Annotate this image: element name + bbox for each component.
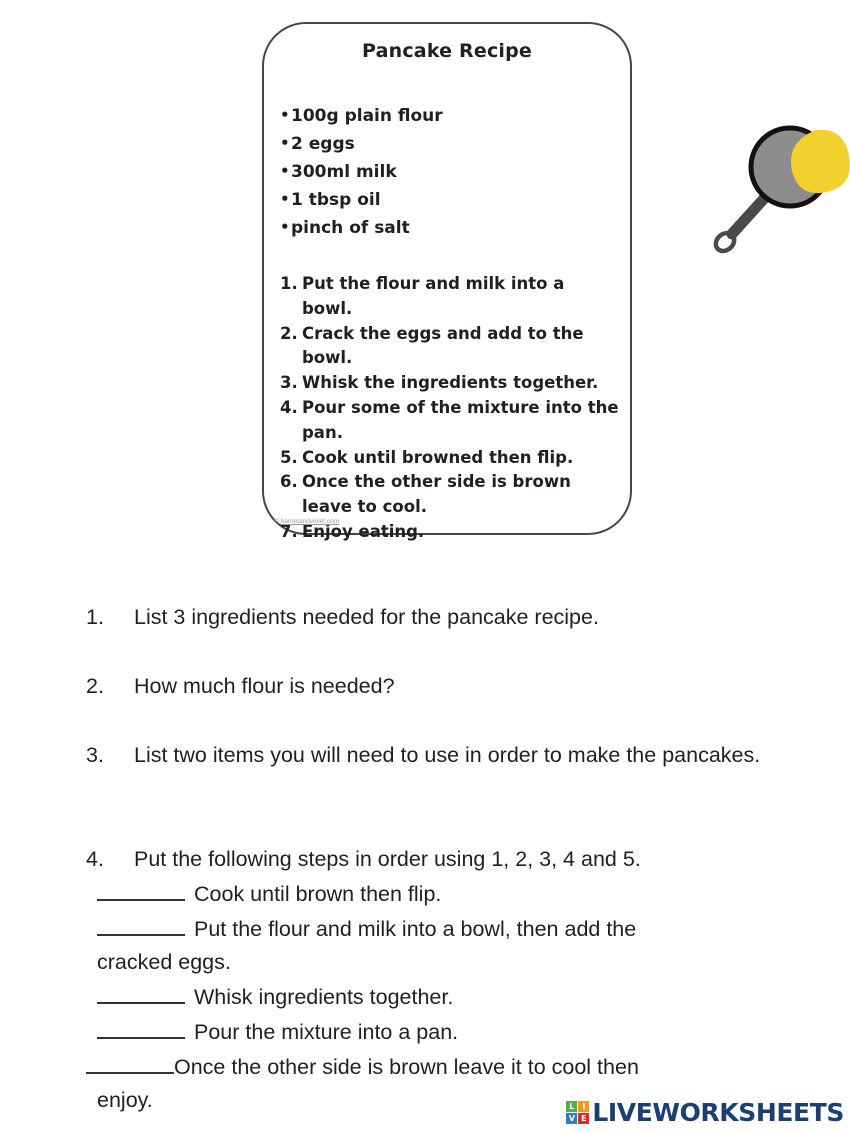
method-step — [280, 446, 620, 471]
method-step — [280, 396, 620, 446]
ingredient-item: • 300ml milk — [280, 158, 480, 186]
method-step-text: Pour some of the mixture into the pan. — [302, 397, 619, 442]
question-number: 2. — [86, 674, 104, 698]
ingredient-item: • 100g plain flour — [280, 102, 480, 130]
credit-source-link: harrietandviolet.com — [280, 518, 340, 525]
method-step-number: 4. — [280, 397, 298, 417]
logo-tile-l: L — [566, 1101, 577, 1112]
ordering-item-text: Once the other side is brown leave it to cool then — [174, 1055, 639, 1079]
ordering-question — [86, 843, 806, 1117]
ordering-item — [86, 979, 806, 1014]
ordering-prompt — [86, 843, 806, 876]
method-step-text: Cook until browned then flip. — [302, 447, 574, 467]
ordering-prompt-text: Put the following steps in order using 1, 2, 3, 4 and 5. — [134, 847, 641, 871]
ingredient-item: • pinch of salt — [280, 214, 480, 242]
recipe-card — [262, 22, 632, 541]
method-step-number: 1. — [280, 274, 298, 293]
ingredient-item: • 1 tbsp oil — [280, 186, 480, 214]
method-step-number: 6. — [280, 472, 298, 492]
method-step-number: 2. — [280, 323, 298, 343]
ordering-item — [86, 1014, 806, 1049]
method-step-text: Once the other side is brown leave to cool. — [302, 472, 571, 517]
ingredient-item: • 2 eggs — [280, 130, 480, 158]
method-step-number: 3. — [280, 373, 298, 393]
ordering-item-text: Pour the mixture into a pan. — [194, 1020, 459, 1044]
frying-pan-icon — [704, 116, 850, 256]
ordering-item — [86, 911, 806, 946]
liveworksheets-tile-mark — [566, 1101, 589, 1124]
logo-tile-e: E — [578, 1113, 589, 1124]
recipe-method-list — [280, 272, 620, 545]
method-step-text: Whisk the ingredients together. — [302, 373, 599, 393]
logo-tile-v: V — [566, 1113, 577, 1124]
ordering-item-continuation: cracked eggs. — [97, 950, 231, 974]
copyright-symbol: © — [274, 518, 279, 525]
question-number: 4. — [86, 847, 104, 871]
question-item — [86, 600, 786, 634]
question-item — [86, 738, 786, 772]
method-step-text: Put the flour and milk into a bowl. — [302, 274, 565, 318]
ordering-item-text: Put the flour and milk into a bowl, then add the — [194, 917, 637, 941]
answer-blank-1[interactable] — [97, 876, 185, 901]
recipe-card-title: Pancake Recipe — [361, 40, 533, 62]
ordering-item — [86, 1049, 806, 1084]
question-item — [86, 669, 786, 703]
question-list — [86, 600, 786, 807]
method-step — [280, 272, 620, 322]
ingredient-list — [280, 102, 480, 242]
ordering-item-list — [86, 876, 806, 1117]
ordering-item — [86, 876, 806, 911]
ordering-item-text: Cook until brown then flip. — [194, 882, 442, 906]
question-number: 3. — [86, 743, 104, 767]
answer-blank-4[interactable] — [97, 1014, 185, 1039]
method-step-text: Crack the eggs and add to the bowl. — [302, 323, 584, 368]
ordering-item-text: Whisk ingredients together. — [194, 985, 454, 1009]
method-step — [280, 371, 620, 396]
question-number: 1. — [86, 605, 104, 629]
method-step-text: Enjoy eating. — [302, 521, 425, 541]
liveworksheets-wordmark: LIVEWORKSHEETS — [592, 1098, 844, 1127]
answer-blank-5[interactable] — [86, 1049, 174, 1074]
ordering-item-continuation: enjoy. — [97, 1088, 153, 1112]
answer-blank-3[interactable] — [97, 979, 185, 1004]
copyright-credit — [274, 518, 339, 525]
liveworksheets-logo[interactable] — [566, 1098, 844, 1127]
question-text: How much flour is needed? — [134, 674, 395, 698]
pan-handle — [712, 192, 770, 255]
question-text: List 3 ingredients needed for the pancake recipe. — [134, 605, 599, 629]
logo-tile-i: I — [578, 1101, 589, 1112]
method-step — [280, 470, 620, 520]
answer-blank-2[interactable] — [97, 911, 185, 936]
method-step-number: 7. — [280, 521, 298, 541]
method-step-number: 5. — [280, 447, 298, 467]
method-step — [280, 322, 620, 372]
question-text: List two items you will need to use in order to make the pancakes. — [134, 743, 761, 767]
